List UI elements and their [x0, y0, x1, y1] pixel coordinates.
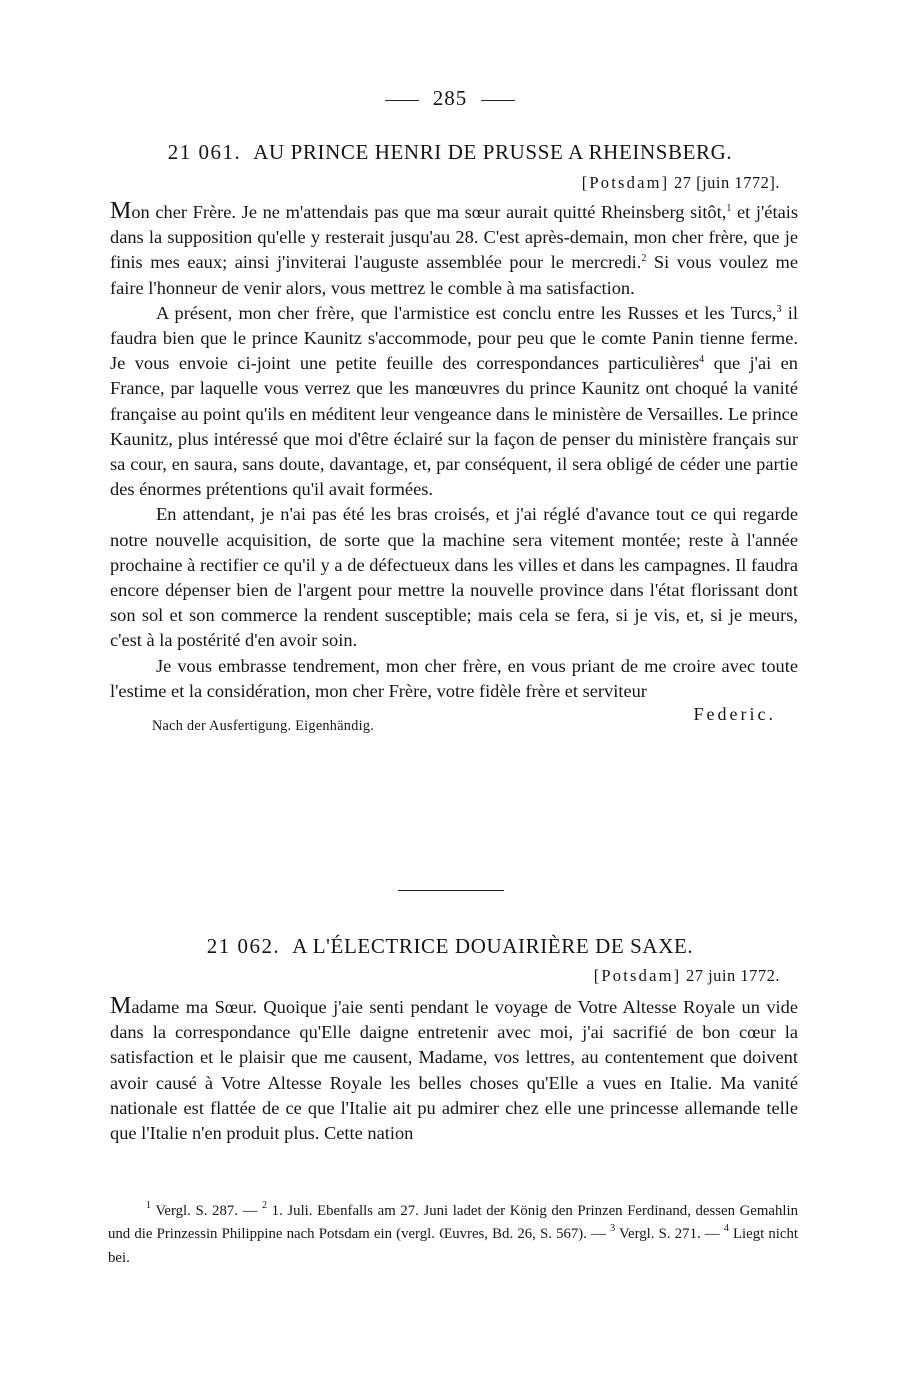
letter-1-title: AU PRINCE HENRI DE PRUSSE A RHEINSBERG.: [253, 140, 733, 164]
footnotes: [108, 1200, 798, 1270]
footnote-ref-4: 4: [699, 354, 705, 366]
letter-1-date: 27 [juin 1772].: [673, 173, 780, 192]
letter-1-paragraph-1: [110, 199, 798, 301]
letter-1-date-place: [Potsdam]: [581, 173, 670, 192]
letter-2-number: 21 062.: [206, 934, 281, 958]
letter-1-body: [110, 199, 798, 734]
letter-2-heading: [0, 934, 900, 959]
text-run: adame ma Sœur. Quoique j'aie senti pendant le voyage de Votre Altesse Royale un vide dans la correspondance qu'Elle daigne entretenir avec moi, j'ai sacrifié de bon cœur la satisfaction et le plaisir que me causent, Madame, vos lettres, au contentement que doivent avoir causé à Votre Altesse Royale les belles choses qu'Elle a vues en Italie. Ma vanité nationale est flattée de ce que l'Italie ait pu admirer chez elle une princesse allemande telle que l'Italie n'en produit plus. Cette nation: [110, 997, 798, 1144]
letter-1-paragraph-2: [110, 301, 798, 503]
footnote-ref-2: 2: [641, 253, 647, 265]
footnote-mark-3: 3: [610, 1223, 616, 1235]
source-note: Nach der Ausfertigung. Eigenhändig.: [152, 718, 375, 735]
footnote-block: [108, 1200, 798, 1270]
footnote-1: Vergl. S. 287. —: [151, 1203, 263, 1219]
footnote-mark-2: 2: [262, 1200, 268, 1211]
letter-1-heading: [0, 140, 900, 165]
letter-1-paragraph-3: En attendant, je n'ai pas été les bras croisés, et j'ai réglé d'avance tout ce qui regarde notre nouvelle acquisition, de sorte que la machine sera vitement montée; reste à l'année prochaine à rectifier ce qu'il y a de défectueux dans les villes et dans les campagnes. Il faudra encore dépenser bien de l'argent pour mettre la nouvelle province dans l'état florissant dont son sol et son commerce la rendent susceptible; mais cela se fera, si je vis, et, si je meurs, c'est à la postérité d'en avoir soin.: [110, 504, 798, 651]
letter-2-body: [110, 994, 798, 1146]
footnote-2: 1. Juli. Ebenfalls am 27. Juni ladet der König den Prinzen Ferdinand, dessen Gemahlin und die Prinzessin Philippine nach Potsdam ein (vergl. Œuvres, Bd. 26, S. 567). —: [108, 1203, 798, 1243]
page-number-text: 285: [432, 86, 468, 110]
text-run: il faudra bien que le prince Kaunitz s'accommode, pour peu que le comte Panin tienne ferme. Je vous envoie ci-joint une petite feuille des correspondances particulières: [110, 302, 798, 374]
page-number-dash-left: [385, 100, 419, 101]
letter-1-paragraph-4: Je vous embrasse tendrement, mon cher frère, en vous priant de me croire avec toute l'estime et la considération, mon cher Frère, votre fidèle frère et serviteur: [110, 655, 798, 701]
drop-capital: M: [110, 198, 132, 224]
text-run: que j'ai en France, par laquelle vous verrez que les manœuvres du prince Kaunitz ont choqué la vanité française au point qu'ils en méditent leur vengeance dans le ministère de Versailles. Le prince Kaunitz, plus intéressé que moi d'être éclairé sur la façon de penser du ministère français sur sa cour, en saura, sans doute, davantage, et, par conséquent, il sera obligé de céder une partie des énormes prétentions qu'il avait formées.: [110, 353, 798, 500]
footnote-ref-1: 1: [726, 203, 732, 214]
text-run: A présent, mon cher frère, que l'armistice est conclu entre les Russes et les Turcs,: [156, 302, 777, 323]
letter-2-date-place: [Potsdam]: [593, 966, 682, 985]
drop-capital: M: [110, 993, 132, 1019]
text-run: et j'étais dans la supposition qu'elle y resterait jusqu'au 28. C'est après-demain, mon cher frère, que je finis mes eaux; ainsi j'inviterai l'auguste assemblée pour le mercredi.: [110, 202, 798, 273]
closing-row: [110, 704, 798, 734]
letter-1-number: 21 061.: [167, 140, 242, 164]
footnote-4: Liegt nicht bei.: [108, 1226, 798, 1266]
section-divider: [398, 890, 504, 891]
page-number-dash-right: [481, 100, 515, 101]
letter-2-dateline: [594, 966, 780, 986]
letter-2-paragraph-1: [110, 994, 798, 1146]
letter-2-date: 27 juin 1772.: [685, 966, 780, 985]
footnote-mark-4: 4: [723, 1223, 729, 1235]
page-number: [0, 86, 900, 111]
footnote-3: Vergl. S. 271. —: [615, 1226, 724, 1243]
letter-2-title: A L'ÉLECTRICE DOUAIRIÈRE DE SAXE.: [292, 934, 694, 958]
footnote-ref-3: 3: [776, 303, 782, 315]
text-run: Si vous voulez me faire l'honneur de venir alors, vous mettrez le comble à ma satisfaction.: [110, 252, 799, 298]
text-run: on cher Frère. Je ne m'attendais pas que ma sœur aurait quitté Rheinsberg sitôt,: [131, 202, 727, 222]
signature: Federic.: [693, 704, 776, 725]
letter-1-dateline: [582, 173, 780, 193]
footnote-mark-1: 1: [146, 1200, 151, 1211]
